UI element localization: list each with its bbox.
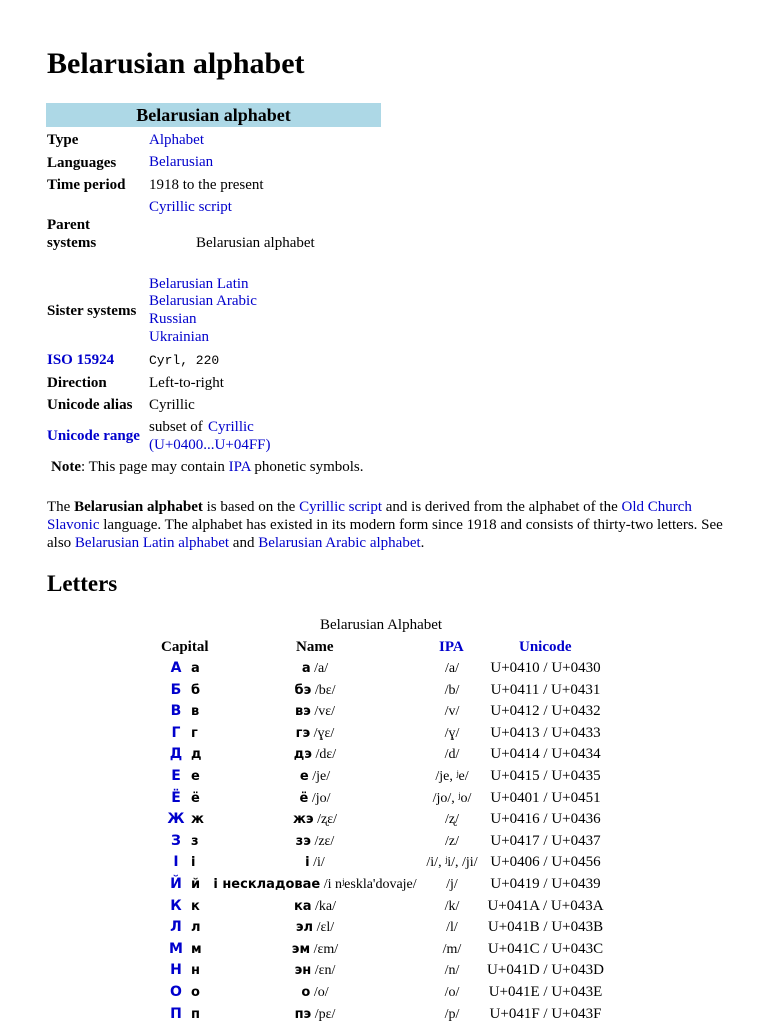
belarusian-arabic-alphabet-link[interactable]: Belarusian Arabic alphabet <box>258 535 421 551</box>
lowercase-letter: о <box>191 985 200 1000</box>
lowercase-letter: а <box>191 661 200 676</box>
ipa-value: /b/ <box>444 682 460 698</box>
cyrillic-script-link[interactable]: Cyrillic script <box>299 499 382 515</box>
sister-ukrainian-link[interactable]: Ukrainian <box>149 329 209 345</box>
capital-letter-link[interactable]: П <box>170 1005 182 1022</box>
direction-value: Left-to-right <box>149 375 224 391</box>
type-label: Type <box>47 132 79 148</box>
letter-name-cyrillic: бэ <box>294 682 312 698</box>
ipa-value: /j/ <box>446 877 458 892</box>
ipa-value: /z/ <box>445 833 459 849</box>
table-row <box>0 788 768 810</box>
direction-label: Direction <box>47 375 107 391</box>
letter-name-ipa: /ʐɛ/ <box>313 812 338 828</box>
letter-name-ipa: /ɛn/ <box>311 963 336 979</box>
letter-name <box>205 960 425 982</box>
letter-name-cyrillic: е <box>299 769 309 784</box>
table-row <box>0 723 768 745</box>
lowercase-letter: ж <box>191 812 204 828</box>
parent-system-link[interactable]: Cyrillic script <box>149 199 232 215</box>
unicode-value: U+0401 / U+0451 <box>490 789 601 806</box>
ipa-value: /m/ <box>442 941 462 957</box>
languages-label: Languages <box>47 155 117 171</box>
letter-name <box>205 852 425 874</box>
lowercase-letter: б <box>191 682 201 698</box>
belarusian-latin-alphabet-link[interactable]: Belarusian Latin alphabet <box>74 535 230 551</box>
intro-bold-term: Belarusian alphabet <box>74 499 203 515</box>
unicode-alias-label: Unicode alias <box>47 397 133 413</box>
intro-text: and is derived from the alphabet of the <box>382 499 622 515</box>
table-row <box>0 896 768 918</box>
infobox-header: Belarusian alphabet <box>46 103 381 127</box>
letter-name-ipa: /dɛ/ <box>312 747 337 763</box>
letter-name-cyrillic: эм <box>291 941 311 957</box>
intro-paragraph <box>47 498 737 552</box>
note-text-before: : This page may contain <box>81 459 229 475</box>
table-row <box>0 701 768 723</box>
letter-name-ipa: /jo/ <box>308 790 331 806</box>
col-header-name: Name <box>296 639 334 655</box>
unicode-value: U+041E / U+043E <box>488 984 603 1000</box>
ipa-value: /ɣ/ <box>444 725 460 741</box>
table-row <box>0 766 768 788</box>
table-row <box>0 874 768 896</box>
capital-letter-link[interactable]: К <box>170 897 182 914</box>
unicode-value: U+0419 / U+0439 <box>490 876 601 892</box>
parent-current-value: Belarusian alphabet <box>196 235 315 251</box>
letter-name-cyrillic: эн <box>294 963 312 979</box>
letter-name-cyrillic: вэ <box>294 704 311 720</box>
letter-name <box>205 809 425 831</box>
letter-name-cyrillic: жэ <box>292 812 314 828</box>
unicode-range-link[interactable]: Unicode range <box>47 428 140 444</box>
unicode-alias-value: Cyrillic <box>149 397 195 413</box>
lowercase-letter: д <box>191 747 202 763</box>
table-row <box>0 809 768 831</box>
lowercase-letter: н <box>191 963 200 979</box>
ipa-value: /je, ʲe/ <box>435 769 469 784</box>
table-row <box>0 1004 768 1025</box>
ipa-value: /ʐ/ <box>445 812 459 828</box>
capital-letter-link[interactable]: А <box>170 660 182 676</box>
intro-text: is based on the <box>202 499 300 515</box>
lowercase-letter: г <box>191 725 198 741</box>
table-row <box>0 960 768 982</box>
lowercase-letter: л <box>191 920 201 936</box>
unicode-value: U+0417 / U+0437 <box>490 832 601 849</box>
unicode-range-prefix: subset of <box>149 419 203 435</box>
letter-name-cyrillic: ка <box>293 898 312 914</box>
iso-15924-value: Cyrl, 220 <box>149 353 220 368</box>
letter-name <box>205 766 425 788</box>
letter-name-ipa: /i nʲeskla'dovaje/ <box>320 877 417 892</box>
letter-name-cyrillic: гэ <box>295 725 311 741</box>
letters-heading: Letters <box>47 571 118 596</box>
note-text-after: phonetic symbols. <box>250 459 364 475</box>
col-header-ipa-link[interactable]: IPA <box>439 639 464 655</box>
letter-name-ipa: /je/ <box>308 769 331 784</box>
ipa-value: /d/ <box>444 747 460 763</box>
unicode-value: U+0412 / U+0432 <box>490 703 601 720</box>
ipa-note <box>51 459 364 476</box>
letter-name <box>205 982 425 1004</box>
letter-name-ipa: /pɛ/ <box>311 1006 336 1022</box>
capital-letter-link[interactable]: І <box>173 854 179 871</box>
ipa-value: /p/ <box>444 1006 460 1022</box>
unicode-value: U+041B / U+043B <box>487 919 604 936</box>
capital-letter-link[interactable]: В <box>170 703 182 720</box>
lowercase-letter: м <box>191 941 202 957</box>
col-header-unicode-link[interactable]: Unicode <box>519 639 572 655</box>
time-period-value: 1918 to the present <box>149 177 264 193</box>
capital-letter-link[interactable]: Г <box>171 724 181 741</box>
languages-link[interactable]: Belarusian <box>149 154 214 170</box>
capital-letter-link[interactable]: Ж <box>167 811 185 828</box>
capital-letter-link[interactable]: О <box>170 984 182 1000</box>
old-church-slavonic-link[interactable]: Old Church Slavonic <box>47 499 692 533</box>
sister-systems-label: Sister systems <box>47 303 137 319</box>
table-row <box>0 658 768 680</box>
capital-letter-link[interactable]: М <box>169 940 183 957</box>
unicode-value: U+041D / U+043D <box>487 962 604 979</box>
letter-name-ipa: /ɣɛ/ <box>310 725 335 741</box>
unicode-value: U+041C / U+043C <box>487 940 604 957</box>
letter-name-cyrillic: і нескладовае <box>213 877 321 892</box>
note-bold: Note <box>51 459 81 475</box>
capital-letter-link[interactable]: Д <box>169 746 183 763</box>
letter-name-ipa: /ka/ <box>311 898 337 914</box>
ipa-value: /n/ <box>444 963 460 979</box>
table-row <box>0 939 768 961</box>
intro-text: language. The alphabet has existed in its modern form since 1918 and consists of thirty-two letters. See also <box>47 517 723 551</box>
iso-15924-link[interactable]: ISO 15924 <box>47 352 115 368</box>
letter-name-cyrillic: ё <box>299 790 309 806</box>
capital-letter-link[interactable]: Й <box>170 876 182 892</box>
letter-name-cyrillic: эл <box>295 920 314 936</box>
type-link[interactable]: Alphabet <box>149 132 204 148</box>
unicode-value: U+041F / U+043F <box>489 1005 602 1022</box>
letter-name-cyrillic: о <box>301 985 311 1000</box>
table-caption: Belarusian Alphabet <box>320 617 443 633</box>
letter-name-cyrillic: дэ <box>293 747 313 763</box>
unicode-range-value-link[interactable]: (U+0400...U+04FF) <box>149 437 271 453</box>
letter-name <box>205 874 425 896</box>
letter-name <box>205 939 425 961</box>
letter-name-ipa: /ɛm/ <box>310 941 339 957</box>
lowercase-letter: е <box>191 769 200 784</box>
capital-letter-link[interactable]: Ё <box>171 789 181 806</box>
intro-text: . <box>420 535 425 551</box>
parent-systems-label: Parent systems <box>47 217 97 251</box>
letter-name <box>205 917 425 939</box>
unicode-value: U+0415 / U+0435 <box>490 768 601 784</box>
letter-name <box>205 831 425 853</box>
letter-name-cyrillic: і <box>305 855 310 871</box>
unicode-value: U+0410 / U+0430 <box>490 660 601 676</box>
letter-name-cyrillic: зэ <box>295 833 311 849</box>
letter-name-ipa: /o/ <box>310 985 329 1000</box>
letter-name-cyrillic: а <box>301 661 311 676</box>
lowercase-letter: к <box>191 898 200 914</box>
lowercase-letter: з <box>191 833 199 849</box>
ipa-value: /k/ <box>444 898 460 914</box>
lowercase-letter: ё <box>191 790 200 806</box>
table-row <box>0 680 768 702</box>
letter-name <box>205 658 425 680</box>
lowercase-letter: і <box>191 855 196 871</box>
letter-name <box>205 723 425 745</box>
lowercase-letter: п <box>191 1006 200 1022</box>
lowercase-letter: й <box>191 877 201 892</box>
sister-belarusian-latin-link[interactable]: Belarusian Latin <box>149 276 249 292</box>
capital-letter-link[interactable]: З <box>171 832 181 849</box>
unicode-value: U+0416 / U+0436 <box>490 811 601 828</box>
letter-name <box>205 744 425 766</box>
unicode-value: U+0406 / U+0456 <box>490 854 601 871</box>
letter-name-ipa: /vɛ/ <box>310 704 336 720</box>
sister-belarusian-arabic-link[interactable]: Belarusian Arabic <box>149 293 257 309</box>
intro-text: The <box>47 499 75 515</box>
letter-name-cyrillic: пэ <box>294 1006 312 1022</box>
unicode-range-cyrillic-link[interactable]: Cyrillic <box>208 419 254 435</box>
unicode-value: U+0414 / U+0434 <box>490 746 601 763</box>
unicode-value: U+0411 / U+0431 <box>490 681 601 698</box>
ipa-value: /l/ <box>446 920 458 936</box>
ipa-value: /v/ <box>444 704 460 720</box>
letter-name <box>205 701 425 723</box>
time-period-label: Time period <box>47 177 126 193</box>
ipa-value: /i/, ʲi/, /ji/ <box>426 855 478 871</box>
lowercase-letter: в <box>191 704 200 720</box>
capital-letter-link[interactable]: Л <box>170 919 182 936</box>
ipa-value: /a/ <box>445 661 459 676</box>
capital-letter-link[interactable]: Н <box>170 962 182 979</box>
letter-name <box>205 1004 425 1025</box>
unicode-value: U+0413 / U+0433 <box>490 724 601 741</box>
intro-text: and <box>229 535 259 551</box>
capital-letter-link[interactable]: Б <box>170 681 182 698</box>
table-row <box>0 831 768 853</box>
table-row <box>0 982 768 1004</box>
col-header-capital: Capital <box>161 639 209 655</box>
unicode-value: U+041A / U+043A <box>487 897 604 914</box>
table-row <box>0 852 768 874</box>
table-row <box>0 744 768 766</box>
letter-name-ipa: /ɛl/ <box>313 920 335 936</box>
letter-name <box>205 896 425 918</box>
letter-name-ipa: /a/ <box>310 661 329 676</box>
letter-name-ipa: /zɛ/ <box>310 833 335 849</box>
sister-russian-link[interactable]: Russian <box>149 311 197 327</box>
letter-name-ipa: /bɛ/ <box>311 682 336 698</box>
page-title: Belarusian alphabet <box>47 47 305 80</box>
letter-name-ipa: /i/ <box>309 855 325 871</box>
ipa-value: /jo/, ʲo/ <box>432 790 472 806</box>
letter-name <box>205 788 425 810</box>
letter-name <box>205 680 425 702</box>
capital-letter-link[interactable]: Е <box>171 768 181 784</box>
ipa-link[interactable]: IPA <box>228 459 251 475</box>
table-row <box>0 917 768 939</box>
ipa-value: /o/ <box>444 985 460 1000</box>
